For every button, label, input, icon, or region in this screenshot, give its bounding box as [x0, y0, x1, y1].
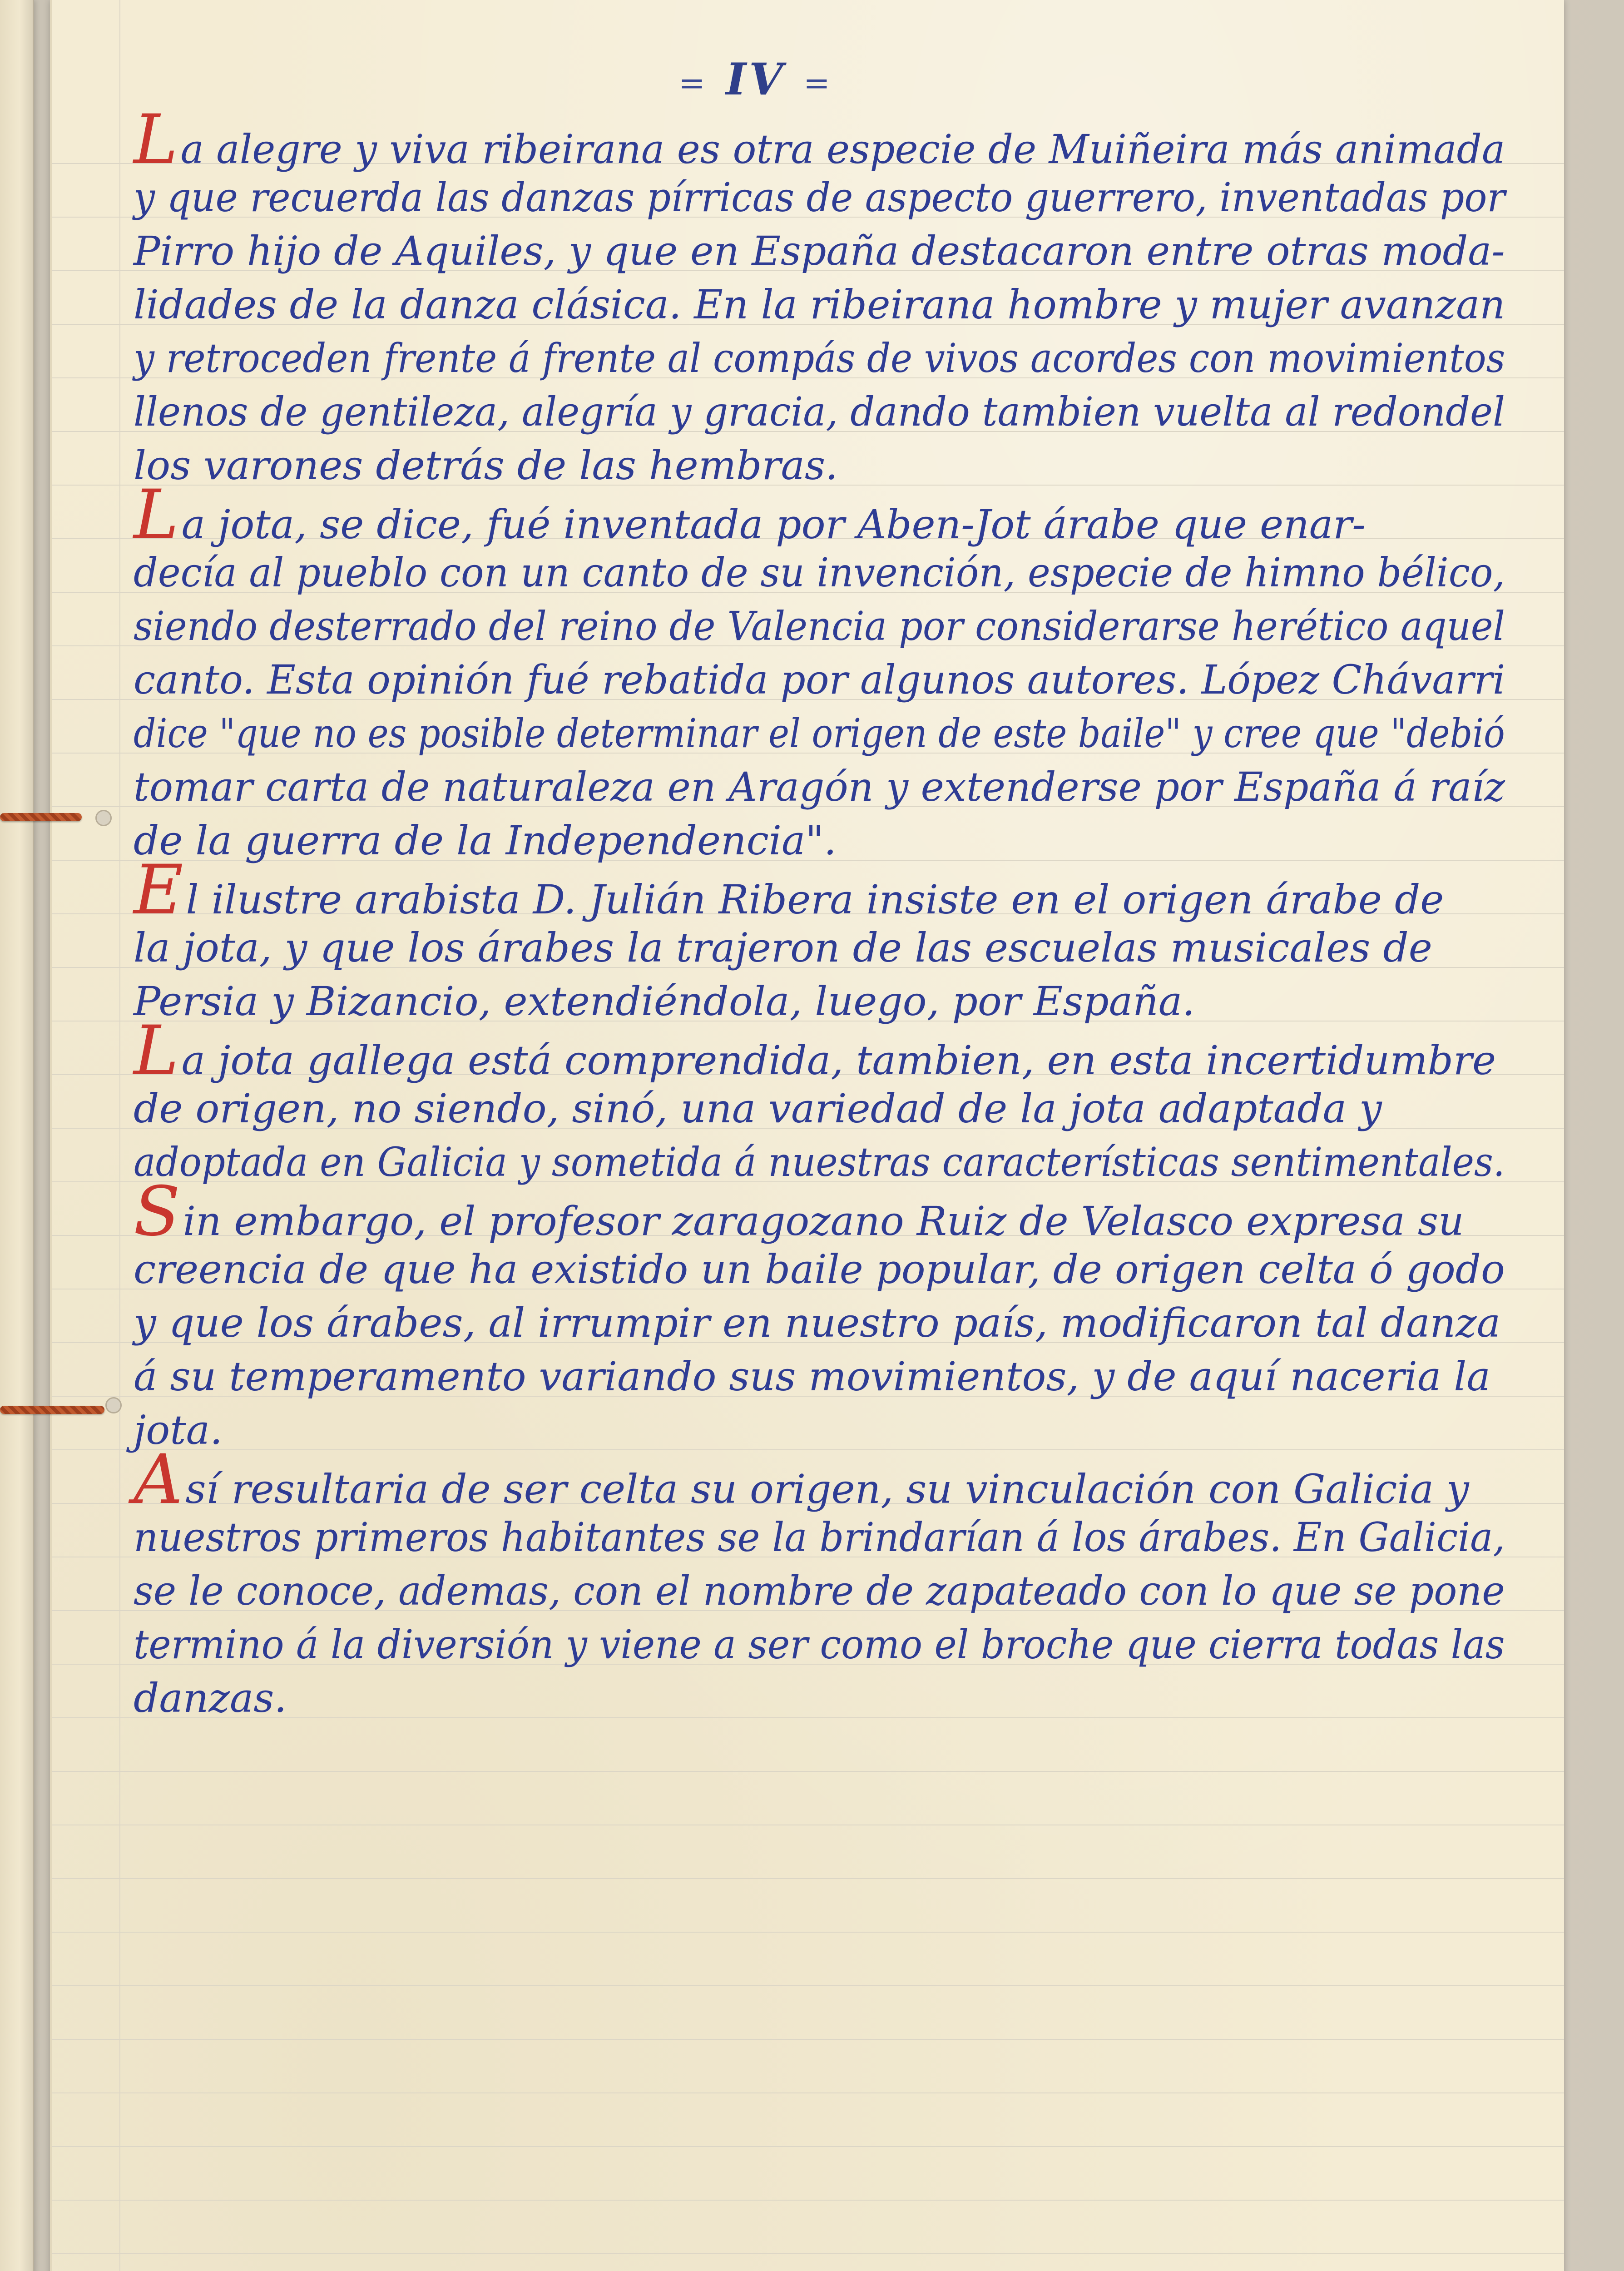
text-line: y que los árabes, al irrumpir en nuestro país, modificaron tal danza [134, 1299, 1501, 1346]
paragraph-initial: L [134, 100, 178, 179]
text-line: jota. [134, 1407, 223, 1453]
text-line: de origen, no siendo, sinó, una variedad de la jota adaptada y [134, 1085, 1382, 1132]
previous-page-edge [0, 0, 34, 2271]
paragraph-initial: L [134, 1012, 179, 1091]
punch-hole-upper [95, 810, 112, 826]
text-line: siendo desterrado del reino de Valencia por considerarse herético aquel [134, 603, 1505, 650]
text-line: danzas. [134, 1675, 287, 1721]
text-line: tomar carta de naturaleza en Aragón y extenderse por España á raíz [134, 764, 1505, 810]
punch-hole-lower [105, 1397, 122, 1413]
text-line: Persia y Bizancio, extendiéndola, luego, por España. [134, 978, 1195, 1025]
paragraph-initial: L [134, 476, 179, 555]
line-text: sí resultaria de ser celta su origen, su vinculación con Galicia y [185, 1466, 1469, 1512]
text-line: nuestros primeros habitantes se la brindarían á los árabes. En Galicia, [134, 1514, 1505, 1561]
text-line: adoptada en Galicia y sometida á nuestras características sentimentales. [134, 1139, 1505, 1185]
heading-numeral: IV [726, 54, 786, 105]
line-text: in embargo, el profesor zaragozano Ruiz de Velasco expresa su [183, 1198, 1464, 1245]
text-line: á su temperamento variando sus movimientos, y de aquí naceria la [134, 1353, 1490, 1400]
line-text: l ilustre arabista D. Julián Ribera insiste en el origen árabe de [186, 876, 1444, 923]
line-text: a alegre y viva ribeirana es otra especie de Muiñeira más animada [180, 126, 1505, 173]
manuscript-page [50, 0, 1564, 2271]
text-line: dice "que no es posible determinar el origen de este baile" y cree que "debió [134, 710, 1505, 757]
paragraph-initial: E [134, 851, 183, 930]
paragraph-initial: A [134, 1440, 183, 1519]
text-line: decía al pueblo con un canto de su invención, especie de himno bélico, [134, 549, 1505, 596]
text-line [134, 851, 1505, 930]
text-line: lidades de la danza clásica. En la ribeirana hombre y mujer avanzan [134, 281, 1505, 328]
paragraph-4 [134, 1012, 1505, 1189]
line-text: a jota, se dice, fué inventada por Aben-Jot árabe que enar- [181, 501, 1366, 548]
text-line: y retroceden frente á frente al compás de vivos acordes con movimientos [134, 335, 1505, 382]
text-line [134, 1172, 1505, 1251]
binding-string-upper [0, 813, 82, 821]
page-heading [619, 54, 892, 105]
binding-string-lower [0, 1406, 104, 1414]
text-line [134, 1012, 1505, 1091]
text-line: creencia de que ha existido un baile popular, de origen celta ó godo [134, 1246, 1505, 1293]
paragraph-3 [134, 851, 1505, 1028]
text-line: de la guerra de la Independencia". [134, 817, 837, 864]
text-line [134, 1440, 1505, 1519]
text-line: se le conoce, ademas, con el nombre de zapateado con lo que se pone [134, 1567, 1505, 1614]
text-line: Pirro hijo de Aquiles, y que en España destacaron entre otras moda- [134, 228, 1505, 274]
paragraph-initial: S [134, 1172, 180, 1251]
text-line: canto. Esta opinión fué rebatida por algunos autores. López Chávarri [134, 656, 1505, 703]
paragraph-5 [134, 1172, 1505, 1457]
paragraph-6 [134, 1440, 1505, 1725]
text-line: la jota, y que los árabes la trajeron de las escuelas musicales de [134, 924, 1432, 971]
paragraph-1 [134, 100, 1505, 492]
heading-deco-left: = [678, 64, 708, 102]
line-text: a jota gallega está comprendida, tambien, en esta incertidumbre [181, 1037, 1496, 1084]
text-line: los varones detrás de las hembras. [134, 442, 838, 489]
handwritten-text [134, 100, 1505, 1725]
text-line [134, 100, 1505, 179]
text-line: llenos de gentileza, alegría y gracia, dando tambien vuelta al redondel [134, 388, 1505, 435]
heading-deco-right: = [803, 64, 833, 102]
text-line: y que recuerda las danzas pírricas de aspecto guerrero, inventadas por [134, 174, 1505, 221]
paragraph-2 [134, 476, 1505, 868]
text-line [134, 476, 1505, 555]
text-line: termino á la diversión y viene a ser como el broche que cierra todas las [134, 1621, 1505, 1668]
